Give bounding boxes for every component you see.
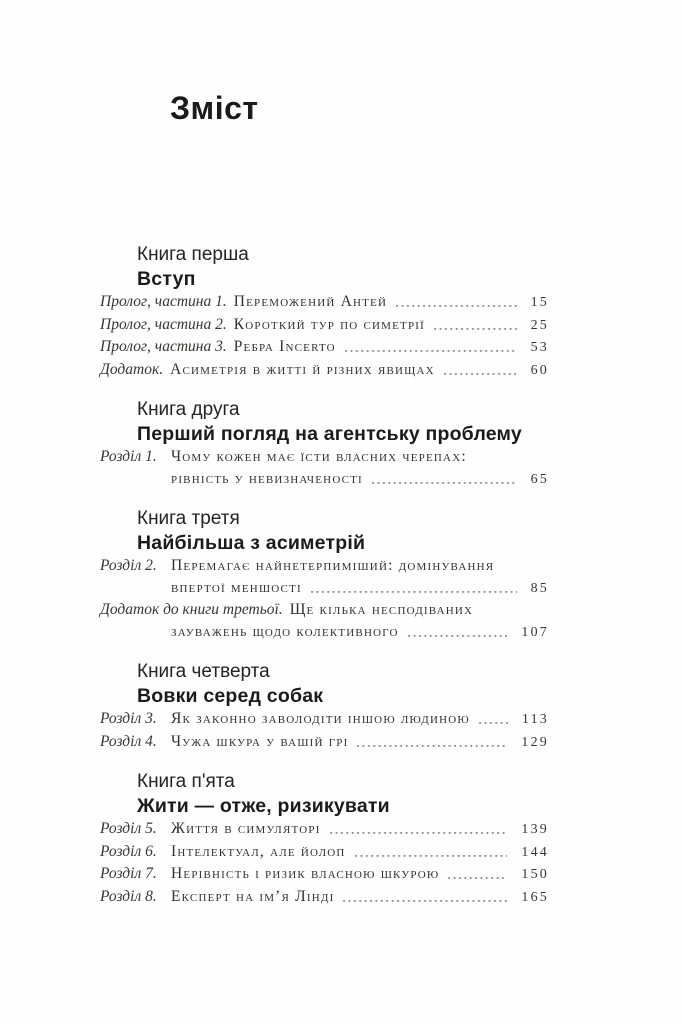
toc-entry — [100, 446, 547, 490]
toc-entry — [100, 731, 547, 754]
toc-section — [100, 660, 547, 753]
toc-section — [100, 398, 547, 490]
page-number: 144 — [521, 844, 549, 860]
page-number: 165 — [521, 889, 549, 905]
entry-line — [100, 621, 547, 644]
entry-label: Пролог, частина 1. — [100, 293, 227, 310]
page-number: 53 — [530, 340, 549, 355]
entry-title: впертої меншості — [171, 578, 302, 596]
page-number: 107 — [521, 624, 549, 640]
entry-title: рівність у невизначеності — [171, 469, 363, 487]
book-heading: Книга третя — [137, 508, 240, 529]
dot-leader — [343, 900, 507, 902]
toc-entry — [100, 336, 547, 359]
entry-label: Розділ 3. — [100, 710, 157, 727]
entry-line — [100, 359, 547, 382]
entry-title: Асиметрія в житті й різних явищах — [170, 360, 435, 378]
page-number: 65 — [530, 471, 549, 487]
entry-line — [100, 863, 547, 886]
entry-line — [100, 336, 547, 359]
book-subtitle: Вступ — [137, 268, 196, 290]
page-number: 15 — [530, 295, 549, 310]
entry-title: Експерт на ім’я Лінді — [171, 887, 335, 905]
dot-leader — [448, 877, 507, 879]
page-number: 129 — [521, 734, 549, 750]
entry-title: Чому кожен має їсти власних черепах: — [171, 448, 467, 465]
book-subtitle: Найбільша з асиметрій — [137, 532, 366, 554]
book-subtitle: Вовки серед собак — [137, 685, 324, 707]
dot-leader — [434, 328, 517, 330]
toc-section — [100, 507, 547, 643]
entry-line — [100, 886, 547, 909]
dot-leader — [444, 373, 517, 375]
entry-title: Переможений Антей — [233, 293, 388, 310]
entry-line — [100, 708, 547, 731]
entry-label: Додаток до книги третьої. — [100, 601, 283, 618]
book-heading: Книга друга — [137, 399, 240, 420]
toc-entry — [100, 555, 547, 599]
dot-leader — [372, 482, 517, 484]
entry-title: Чужа шкура у вашій грі — [171, 732, 349, 750]
toc-entry — [100, 886, 547, 909]
book-heading: Книга четверта — [137, 661, 270, 682]
toc-entry — [100, 818, 547, 841]
entry-title: зауважень щодо колективного — [171, 622, 399, 640]
entry-line — [100, 291, 547, 314]
toc-entry — [100, 863, 547, 886]
toc-content — [0, 88, 547, 908]
entry-title: Життя в симуляторі — [171, 820, 321, 837]
toc-section — [100, 243, 547, 381]
page-number: 60 — [530, 362, 549, 378]
entry-label: Додаток. — [100, 360, 164, 378]
page-number: 139 — [521, 822, 549, 837]
page-number: 25 — [530, 317, 549, 333]
entry-label: Розділ 7. — [100, 865, 157, 882]
entry-label: Розділ 1. — [100, 448, 157, 465]
entry-title: Як законно заволодіти іншою людиною — [171, 710, 470, 727]
entry-line — [100, 555, 547, 577]
entry-title: Інтелектуал, але йолоп — [171, 842, 346, 860]
page-number: 85 — [530, 580, 549, 596]
page-number: 113 — [521, 712, 549, 727]
toc-entry — [100, 291, 547, 314]
entry-label: Пролог, частина 2. — [100, 315, 227, 333]
toc-section — [100, 770, 547, 908]
toc-entry — [100, 599, 547, 643]
entry-label: Розділ 4. — [100, 732, 157, 750]
book-heading: Книга п'ята — [137, 771, 235, 792]
toc-entry — [100, 841, 547, 864]
toc-entry — [100, 314, 547, 337]
entry-label: Пролог, частина 3. — [100, 338, 227, 355]
dot-leader — [345, 350, 517, 352]
book-subtitle: Жити — отже, ризикувати — [137, 795, 390, 817]
entry-title: Нерівність і ризик власною шкурою — [171, 865, 440, 882]
dot-leader — [311, 591, 517, 593]
book-heading: Книга перша — [137, 244, 249, 265]
entry-title: Ще кілька несподіваних — [289, 601, 474, 618]
book-subtitle: Перший погляд на агентську проблему — [137, 423, 522, 445]
entry-line — [100, 599, 547, 621]
entry-title: Перемагає найнетерпиміший: домінування — [171, 557, 495, 574]
dot-leader — [355, 855, 508, 857]
toc-entry — [100, 708, 547, 731]
entry-line — [100, 841, 547, 864]
entry-label: Розділ 8. — [100, 887, 157, 905]
entry-line — [100, 731, 547, 754]
entry-title: Короткий тур по симетрії — [233, 315, 426, 333]
entry-line — [100, 446, 547, 468]
dot-leader — [357, 745, 507, 747]
entry-line — [100, 818, 547, 841]
entry-line — [100, 577, 547, 600]
dot-leader — [330, 832, 508, 834]
entry-line — [100, 314, 547, 337]
toc-sections — [100, 243, 547, 908]
entry-line — [100, 468, 547, 491]
dot-leader — [396, 305, 516, 307]
entry-label: Розділ 2. — [100, 557, 157, 574]
page-title: Зміст — [170, 90, 259, 126]
entry-label: Розділ 5. — [100, 820, 157, 837]
dot-leader — [408, 635, 508, 637]
entry-title: Ребра Incerto — [233, 338, 336, 355]
entry-label: Розділ 6. — [100, 842, 157, 860]
dot-leader — [479, 722, 508, 724]
page-number: 150 — [521, 867, 549, 882]
toc-entry — [100, 359, 547, 382]
